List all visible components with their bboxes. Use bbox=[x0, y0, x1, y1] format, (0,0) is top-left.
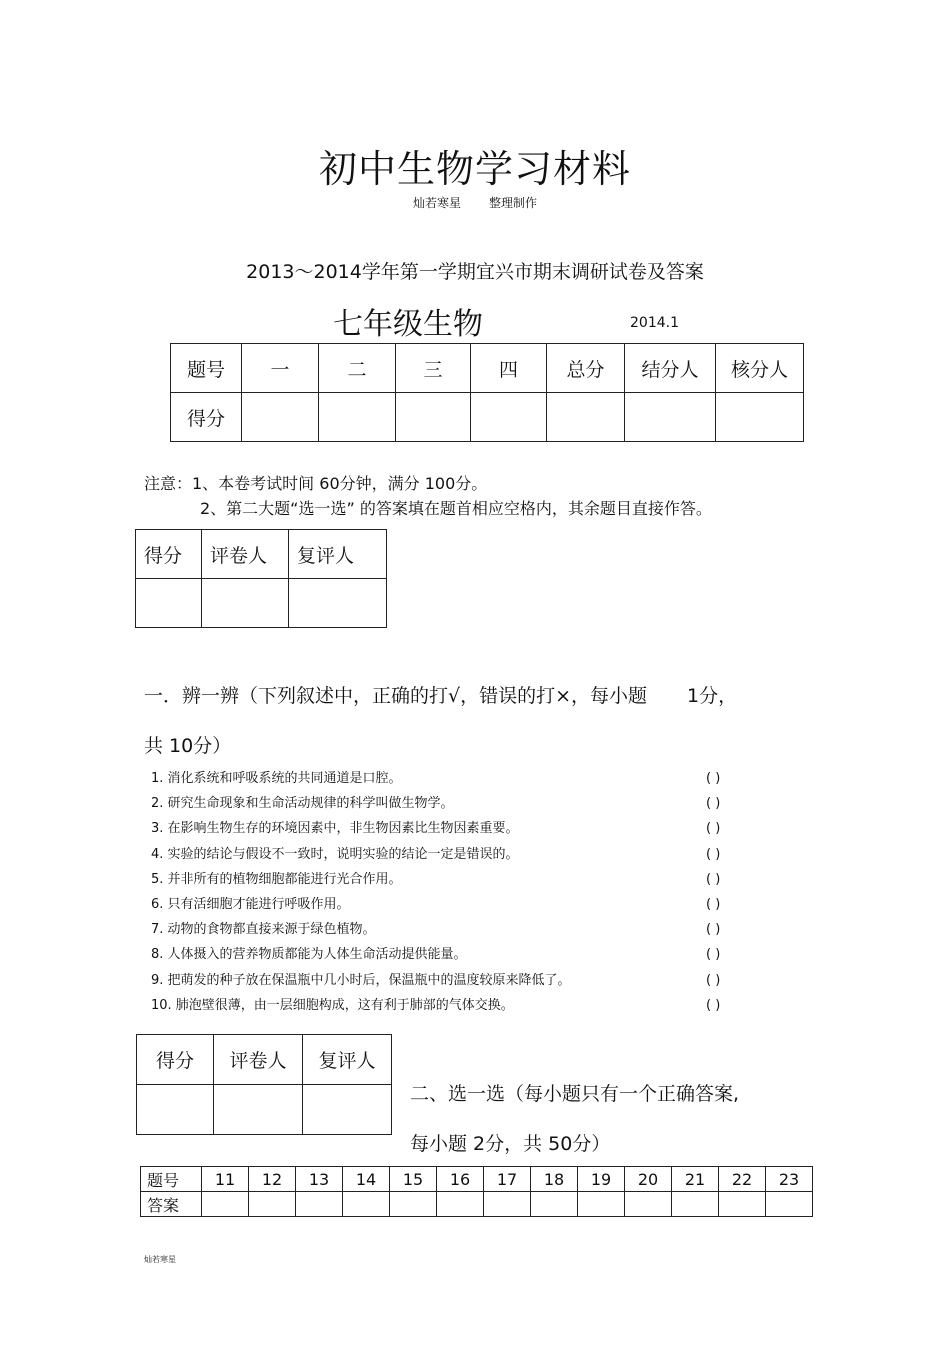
answer-row-label: 答案 bbox=[141, 1192, 202, 1217]
answer-cell[interactable] bbox=[484, 1192, 531, 1217]
answer-cell[interactable] bbox=[719, 1192, 766, 1217]
footer-text: 灿若寒星 bbox=[144, 1255, 176, 1264]
question-text: 9. 把萌发的种子放在保温瓶中几小时后，保温瓶中的温度较原来降低了。 bbox=[151, 972, 571, 988]
question-text: 6. 只有活细胞才能进行呼吸作用。 bbox=[151, 896, 350, 912]
answer-cell[interactable] bbox=[672, 1192, 719, 1217]
score-cell[interactable] bbox=[547, 393, 625, 442]
score-cell[interactable] bbox=[319, 393, 396, 442]
score-cell[interactable] bbox=[716, 393, 804, 442]
section1-heading-text: 一．辨一辨（下列叙述中，正确的打√，错误的打×，每小题 bbox=[144, 685, 648, 707]
question-text: 10. 肺泡壁很薄，由一层细胞构成，这有利于肺部的气体交换。 bbox=[151, 997, 514, 1013]
answer-cell[interactable] bbox=[625, 1192, 672, 1217]
question-text: 5. 并非所有的植物细胞都能进行光合作用。 bbox=[151, 871, 402, 887]
score-table bbox=[170, 343, 804, 442]
grader-table-section1 bbox=[135, 529, 387, 628]
main-title: 初中生物学习材料 bbox=[318, 147, 631, 191]
grader-cell[interactable] bbox=[137, 1085, 214, 1135]
answer-cell[interactable] bbox=[202, 1192, 249, 1217]
answer-blank[interactable]: ( ) bbox=[706, 771, 721, 786]
grader-cell[interactable] bbox=[136, 579, 202, 628]
question-item bbox=[151, 869, 751, 894]
question-item bbox=[151, 944, 751, 969]
answer-number-cell: 13 bbox=[296, 1167, 343, 1192]
answer-blank[interactable]: ( ) bbox=[706, 846, 721, 862]
answer-number-cell: 22 bbox=[719, 1167, 766, 1192]
answer-number-cell: 16 bbox=[437, 1167, 484, 1192]
grader-blank-row bbox=[136, 579, 387, 628]
grader-cell[interactable] bbox=[289, 579, 387, 628]
answer-cell[interactable] bbox=[437, 1192, 484, 1217]
answer-number-cell: 23 bbox=[766, 1167, 813, 1192]
answer-blank[interactable]: ( ) bbox=[706, 972, 721, 988]
question-text: 8. 人体摄入的营养物质都能为人体生命活动提供能量。 bbox=[151, 947, 467, 963]
answer-number-cell: 20 bbox=[625, 1167, 672, 1192]
section2-heading-points: 每小题 2分，共 50分） bbox=[410, 1133, 611, 1155]
answer-blank[interactable]: ( ) bbox=[706, 871, 721, 887]
answer-number-cell: 14 bbox=[343, 1167, 390, 1192]
grader-header-cell: 复评人 bbox=[289, 530, 387, 579]
question-item bbox=[151, 970, 751, 995]
score-header-cell: 三 bbox=[396, 344, 471, 393]
answer-blank[interactable]: ( ) bbox=[706, 896, 721, 912]
section2-heading: 二、选一选（每小题只有一个正确答案, bbox=[410, 1083, 740, 1105]
grader-blank-row bbox=[137, 1085, 392, 1135]
question-text: 7. 动物的食物都直接来源于绿色植物。 bbox=[151, 922, 376, 938]
score-table-score-row bbox=[171, 393, 804, 442]
grader-table-section2 bbox=[136, 1034, 392, 1135]
score-header-cell: 结分人 bbox=[625, 344, 716, 393]
question-text: 1. 消化系统和呼吸系统的共同通道是口腔。 bbox=[151, 771, 402, 786]
notice-line-1: 注意：1、本卷考试时间 60分钟，满分 100分。 bbox=[144, 474, 488, 493]
answer-cell[interactable] bbox=[343, 1192, 390, 1217]
question-item bbox=[151, 844, 751, 869]
answer-number-cell: 18 bbox=[531, 1167, 578, 1192]
question-text: 4. 实验的结论与假设不一致时，说明实验的结论一定是错误的。 bbox=[151, 846, 519, 862]
exam-title: 2013～2014学年第一学期宜兴市期末调研试卷及答案 bbox=[246, 261, 704, 283]
grader-cell[interactable] bbox=[202, 579, 289, 628]
score-header-cell: 四 bbox=[471, 344, 547, 393]
score-cell[interactable] bbox=[625, 393, 716, 442]
answer-number-cell: 11 bbox=[202, 1167, 249, 1192]
answer-cell[interactable] bbox=[296, 1192, 343, 1217]
answer-number-cell: 21 bbox=[672, 1167, 719, 1192]
section1-heading-total: 共 10分） bbox=[144, 735, 232, 757]
grader-header-cell: 得分 bbox=[136, 530, 202, 579]
answer-blank[interactable]: ( ) bbox=[706, 821, 721, 837]
answer-number-cell: 15 bbox=[390, 1167, 437, 1192]
question-text: 2. 研究生命现象和生命活动规律的科学叫做生物学。 bbox=[151, 796, 454, 812]
answer-cell[interactable] bbox=[390, 1192, 437, 1217]
answer-cell[interactable] bbox=[249, 1192, 296, 1217]
grader-header-cell: 评卷人 bbox=[202, 530, 289, 579]
subtitle bbox=[0, 194, 950, 211]
answer-number-cell: 17 bbox=[484, 1167, 531, 1192]
answer-blank[interactable]: ( ) bbox=[706, 922, 721, 938]
section1-heading bbox=[144, 681, 737, 708]
question-item bbox=[151, 793, 751, 818]
answer-number-row bbox=[141, 1167, 813, 1192]
grader-header-cell: 得分 bbox=[137, 1035, 214, 1085]
grader-header-row bbox=[137, 1035, 392, 1085]
answer-blank[interactable]: ( ) bbox=[706, 796, 721, 812]
answer-row-label: 题号 bbox=[141, 1167, 202, 1192]
score-header-cell: 核分人 bbox=[716, 344, 804, 393]
answer-number-cell: 12 bbox=[249, 1167, 296, 1192]
score-row-label: 得分 bbox=[171, 393, 242, 442]
notice-line-2: 2、第二大题“选一选” 的答案填在题首相应空格内，其余题目直接作答。 bbox=[200, 499, 712, 518]
score-header-cell: 一 bbox=[242, 344, 319, 393]
question-item bbox=[151, 818, 751, 843]
answer-cell[interactable] bbox=[766, 1192, 813, 1217]
score-header-cell: 二 bbox=[319, 344, 396, 393]
question-item bbox=[151, 995, 751, 1020]
exam-date: 2014.1 bbox=[630, 315, 679, 331]
section1-question-list bbox=[151, 768, 751, 1020]
question-item bbox=[151, 919, 751, 944]
question-item bbox=[151, 768, 751, 793]
score-cell[interactable] bbox=[396, 393, 471, 442]
score-header-cell: 总分 bbox=[547, 344, 625, 393]
answer-blank[interactable]: ( ) bbox=[706, 947, 721, 963]
score-header-cell: 题号 bbox=[171, 344, 242, 393]
question-text: 3. 在影响生物生存的环境因素中，非生物因素比生物因素重要。 bbox=[151, 821, 519, 837]
answer-blank[interactable]: ( ) bbox=[706, 997, 721, 1013]
grader-cell[interactable] bbox=[303, 1085, 392, 1135]
answer-cell[interactable] bbox=[531, 1192, 578, 1217]
author: 灿若寒星 bbox=[412, 196, 461, 210]
grade-title: 七年级生物 bbox=[333, 307, 483, 342]
answer-table bbox=[140, 1166, 813, 1217]
grader-header-cell: 复评人 bbox=[303, 1035, 392, 1085]
grader-header-row bbox=[136, 530, 387, 579]
question-item bbox=[151, 894, 751, 919]
answer-blank-row bbox=[141, 1192, 813, 1217]
answer-cell[interactable] bbox=[578, 1192, 625, 1217]
section1-points: 1分， bbox=[687, 685, 738, 707]
made-by: 整理制作 bbox=[489, 196, 538, 210]
score-table-header-row bbox=[171, 344, 804, 393]
score-cell[interactable] bbox=[242, 393, 319, 442]
grader-cell[interactable] bbox=[214, 1085, 303, 1135]
score-cell[interactable] bbox=[471, 393, 547, 442]
grader-header-cell: 评卷人 bbox=[214, 1035, 303, 1085]
answer-number-cell: 19 bbox=[578, 1167, 625, 1192]
